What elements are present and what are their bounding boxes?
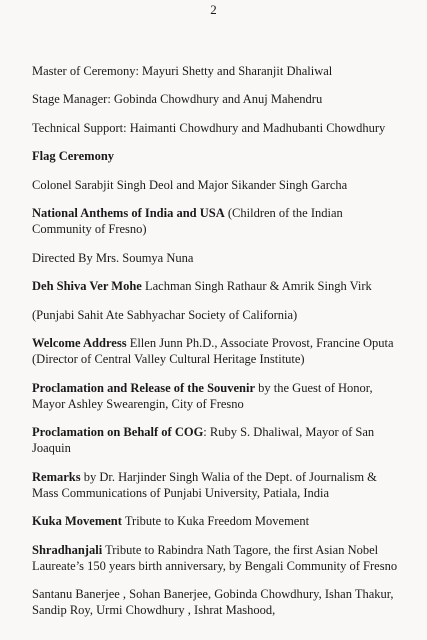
- program-entry-performers-list: [32, 586, 404, 618]
- entry-label: Proclamation on Behalf of COG: [32, 425, 204, 439]
- program-entry-flag-ceremony-performers: [32, 177, 404, 193]
- program-entry-director: [32, 250, 404, 266]
- entry-label: National Anthems of India and USA: [32, 206, 225, 220]
- entry-label: Proclamation and Release of the Souvenir: [32, 380, 256, 395]
- program-entry-stage-manager: [32, 91, 404, 107]
- entry-text: by the Guest of Honor, Mayor Ashley Swearengin, City of Fresno: [32, 380, 373, 411]
- entry-text: Santanu Banerjee , Sohan Banerjee, Gobinda Chowdhury, Ishan Thakur, Sandip Roy, Urmi Chowdhury , Ishrat Mashood,: [32, 587, 394, 617]
- program-entry-proclamation-souvenir: [32, 380, 404, 412]
- entry-text: Technical Support: Haimanti Chowdhury and Madhubanti Chowdhury: [32, 120, 386, 135]
- entry-label: Welcome Address: [32, 336, 127, 350]
- entry-text: Ellen Junn Ph.D., Associate Provost, Francine Oputa (Director of Central Valley Cultural Heritage Institute): [32, 336, 394, 366]
- entry-text: Lachman Singh Rathaur & Amrik Singh Virk: [141, 279, 372, 293]
- entry-text: (Punjabi Sahit Ate Sabhyachar Society of California): [32, 307, 298, 322]
- entry-text: Directed By Mrs. Soumya Nuna: [32, 250, 194, 265]
- entry-label: Deh Shiva Ver Mohe: [32, 279, 142, 293]
- program-entry-national-anthems: [32, 205, 404, 237]
- program-entry-shradhanjali: [32, 542, 404, 574]
- entry-text: (Children of the Indian Community of Fresno): [32, 206, 343, 236]
- entry-label: Shradhanjali: [32, 542, 103, 557]
- program-entry-deh-shiva-ver-mohe: [32, 278, 404, 294]
- entry-text: Colonel Sarabjit Singh Deol and Major Sikander Singh Garcha: [32, 177, 348, 192]
- entry-text: : Ruby S. Dhaliwal, Mayor of San Joaquin: [32, 425, 375, 455]
- program-entry-proclamation-cog: [32, 424, 404, 456]
- program-entry-punjabi-society: [32, 307, 404, 323]
- program-entry-remarks: [32, 469, 404, 501]
- program-entry-kuka-movement: [32, 513, 404, 529]
- entry-text: Tribute to Rabindra Nath Tagore, the first Asian Nobel Laureate’s 150 years birth anniversary, by Bengali Community of Fresno: [32, 542, 398, 573]
- page-number: 2: [210, 2, 217, 17]
- program-heading-flag-ceremony: [32, 148, 404, 164]
- entry-text: by Dr. Harjinder Singh Walia of the Dept. of Journalism & Mass Communications of Punjabi University, Patiala, India: [32, 469, 377, 500]
- entry-text: Stage Manager: Gobinda Chowdhury and Anuj Mahendru: [32, 92, 323, 106]
- entry-label: Kuka Movement: [32, 514, 122, 528]
- program-entry-master-of-ceremony: [32, 63, 404, 79]
- entry-label: Remarks: [32, 469, 81, 484]
- program-entry-welcome-address: [32, 335, 404, 367]
- entry-label: Flag Ceremony: [32, 149, 115, 163]
- entry-text: Tribute to Kuka Freedom Movement: [121, 514, 310, 528]
- program-entry-technical-support: [32, 120, 404, 136]
- program-list: [32, 50, 404, 628]
- entry-text: Master of Ceremony: Mayuri Shetty and Sharanjit Dhaliwal: [32, 63, 333, 78]
